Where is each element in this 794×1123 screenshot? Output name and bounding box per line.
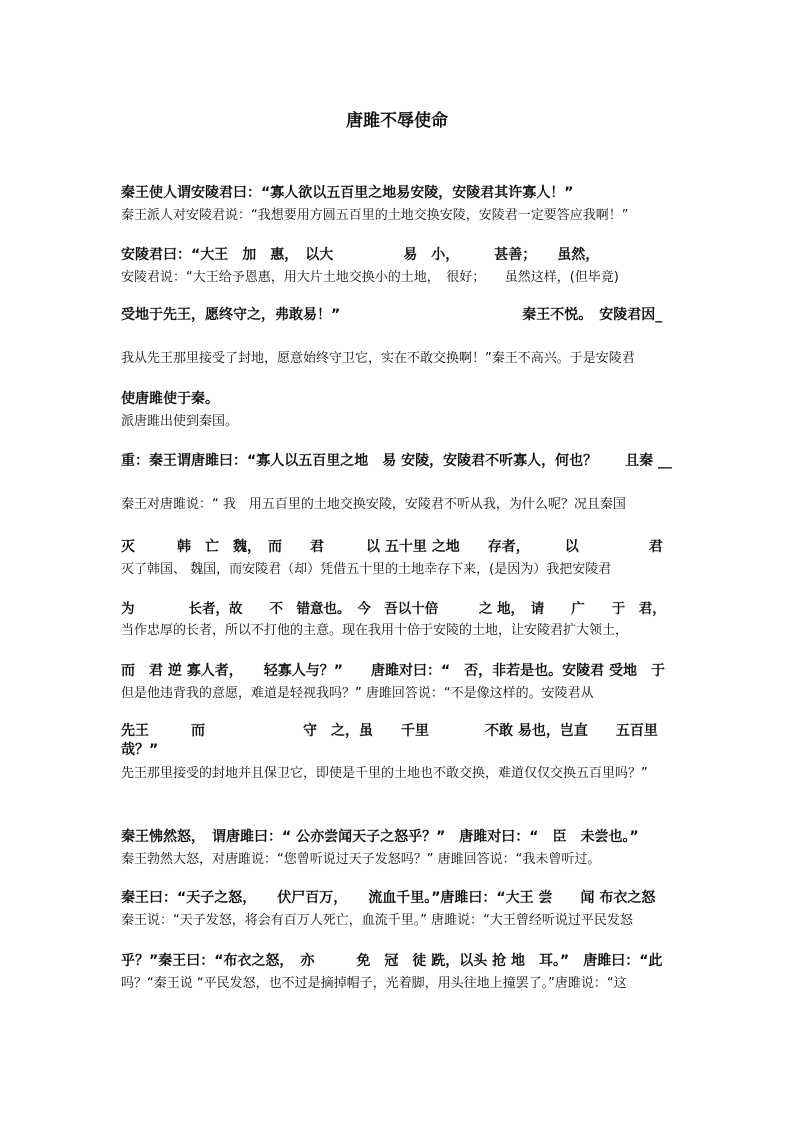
translation-line-9: 先王那里接受的封地并且保卫它，即使是千里的土地也不敢交换，难道仅仅交换五百里吗？” [121,766,648,781]
translation-line-7: 当作忠厚的长者，所以不打他的主意。现在我用十倍于安陵的土地，让安陵君扩大领土， [121,623,629,638]
translation-line-4: 派唐雎出使到秦国。 [121,414,239,429]
translation-line-11: 秦王说：“天子发怒，将会有百万人死亡，血流千里。” 唐雎说：“大王曾经听说过平民发怒 [121,913,633,928]
page-title: 唐雎不辱使命 [346,111,448,131]
classical-line-1: 秦王使人谓安陵君曰：“寡人欲以五百里之地易安陵，安陵君其许寡人！” [121,185,574,201]
classical-line-12: 乎？”秦王曰：“布衣之怒， 亦 免 冠 徒 跣，以头 抢 地 耳。” 唐雎曰：“此 [121,953,663,969]
classical-line-11: 秦王曰：“天子之怒， 伏尸百万， 流血千里。”唐雎曰：“大王 尝 闻 布衣之怒 [121,890,656,906]
translation-line-10: 秦王勃然大怒，对唐雎说：“您曾听说过天子发怒吗？” 唐雎回答说：“我未曾听过。 [121,852,601,867]
classical-line-6: 灭 韩 亡 魏， 而 君 以 五十里 之地 存者， 以 君 [121,539,663,555]
translation-line-2: 安陵君说：“大王给予恩惠，用大片土地交换小的土地， 很好； 虽然这样，(但毕竟) [121,270,619,285]
translation-line-1: 秦王派人对安陵君说：“我想要用方圆五百里的土地交换安陵，安陵君一定要答应我啊！” [121,208,629,223]
translation-line-5: 秦王对唐雎说：“ 我 用五百里的土地交换安陵，安陵君不听从我，为什么呢？况且秦国 [121,497,626,512]
classical-line-5: 重：秦王谓唐雎曰：“寡人以五百里之地 易 安陵，安陵君不听寡人，何也？ 且秦 __ [121,453,672,469]
translation-line-3: 我从先王那里接受了封地，愿意始终守卫它，实在不敢交换啊！”秦王不高兴。于是安陵君 [121,351,635,366]
classical-line-4: 使唐雎使于秦。 [121,391,219,407]
classical-line-7: 为 长者，故 不 错意也。 今 吾以十倍 之 地， 请 广 于 君， [121,601,666,617]
classical-line-10: 秦王怫然怒， 谓唐雎曰：“ 公亦尝闻天子之怒乎？” 唐雎对曰：“ 臣 未尝也。” [121,829,639,845]
classical-line-3: 受地于先王，愿终守之，弗敢易！” 秦王不悦。 安陵君因_ [121,307,663,323]
translation-line-8: 但是他违背我的意愿，难道是轻视我吗？” 唐雎回答说：“不是像这样的。安陵君从 [121,686,594,701]
translation-line-6: 灭了韩国、 魏国，而安陵君（却）凭借五十里的土地幸存下来，(是因为）我把安陵君 [121,562,612,577]
classical-line-9: 先王 而 守 之，虽 千里 不敢 易也，岂直 五百里哉？” [121,723,658,758]
classical-line-8: 而 君 逆 寡人者， 轻寡人与？” 唐雎对曰：“ 否，非若是也。安陵君 受地 于 [121,663,666,679]
translation-line-12: 吗？“秦王说 “平民发怒，也不过是摘掉帽子，光着脚，用头往地上撞罢了。”唐雎说：“这 [121,976,627,991]
classical-line-2: 安陵君曰：“大王 加 惠， 以大 易 小， 甚善； 虽然， [121,247,600,263]
